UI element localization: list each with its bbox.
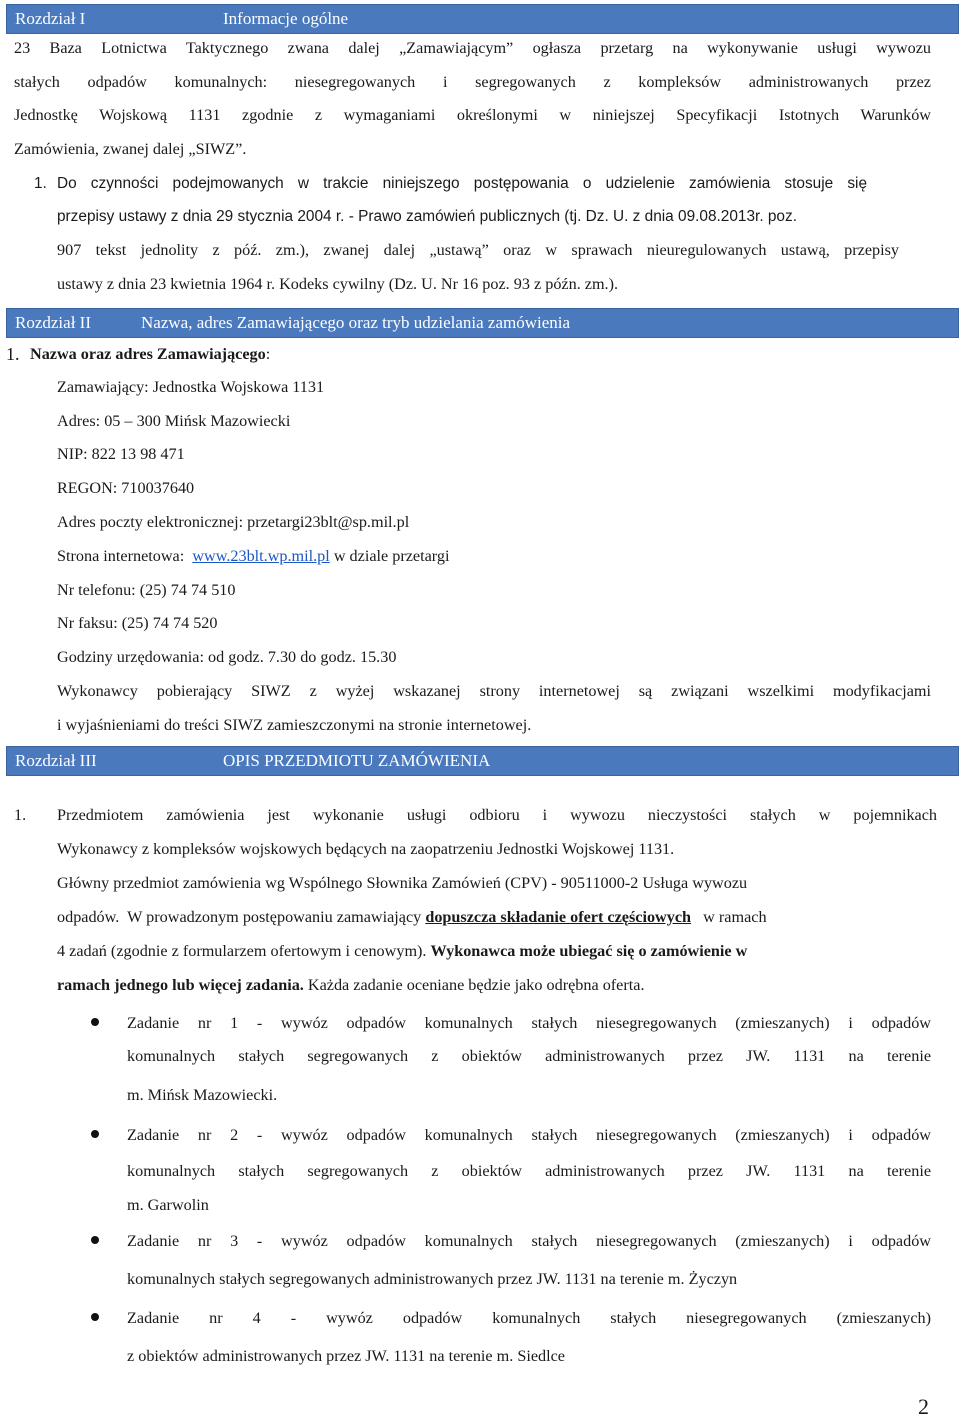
contact-line: NIP: 822 13 98 471 (57, 445, 185, 463)
list-item-line: Do czynności podejmowanych w trakcie niniejszego postępowania o udzielenie zamówienia stosuje się (57, 175, 867, 192)
task-line: komunalnych stałych segregowanych z obiektów administrowanych przez JW. 1131 na terenie (127, 1162, 931, 1180)
section-3-header (6, 746, 959, 776)
address-heading: Nazwa oraz adres Zamawiającego: (30, 345, 271, 363)
list-item-number: 1. (34, 175, 47, 192)
section-3-label: Rozdział III (15, 751, 97, 770)
website-link[interactable]: www.23blt.wp.mil.pl (192, 547, 330, 565)
task-line: m. Garwolin (127, 1196, 209, 1214)
list-item-line: 907 tekst jednolity z póź. zm.), zwanej dalej „ustawą” oraz w sprawach nieuregulowanych ustawą, przepisy (57, 241, 899, 259)
paragraph-line: Wykonawcy pobierający SIWZ z wyżej wskazanej strony internetowej są związani wszelkimi modyfikacjami (57, 682, 931, 700)
page-number: 2 (918, 1394, 929, 1419)
bullet-icon (91, 1130, 99, 1138)
task-line: m. Mińsk Mazowiecki. (127, 1086, 278, 1104)
section-2-header (6, 308, 959, 338)
task-line: Zadanie nr 1 - wywóz odpadów komunalnych stałych niesegregowanych (zmieszanych) i odpadów (127, 1014, 931, 1032)
list-item-number: 1. (6, 344, 20, 364)
paragraph-line: 4 zadań (zgodnie z formularzem ofertowym i cenowym). Wykonawca może ubiegać się o zamówienie w (57, 942, 748, 960)
section-1-label: Rozdział I (15, 9, 86, 28)
paragraph-line: Zamówienia, zwanej dalej „SIWZ”. (14, 140, 247, 158)
section-1-title: Informacje ogólne (223, 9, 349, 28)
task-line: Zadanie nr 2 - wywóz odpadów komunalnych stałych niesegregowanych (zmieszanych) i odpadów (127, 1126, 931, 1144)
task-line: z obiektów administrowanych przez JW. 1131 na terenie m. Siedlce (127, 1347, 565, 1365)
task-line: Zadanie nr 3 - wywóz odpadów komunalnych stałych niesegregowanych (zmieszanych) i odpadów (127, 1232, 931, 1250)
paragraph-line: Przedmiotem zamówienia jest wykonanie usługi odbioru i wywozu nieczystości stałych w pojemnikach (57, 806, 937, 824)
bullet-icon (91, 1313, 99, 1321)
task-line: Zadanie nr 4 - wywóz odpadów komunalnych stałych niesegregowanych (zmieszanych) (127, 1309, 931, 1327)
paragraph-line: Wykonawcy z kompleksów wojskowych będących na zaopatrzeniu Jednostki Wojskowej 1131. (57, 840, 675, 858)
paragraph-line: Główny przedmiot zamówienia wg Wspólnego Słownika Zamówień (CPV) - 90511000-2 Usługa wywozu (57, 874, 748, 892)
task-line: komunalnych stałych segregowanych administrowanych przez JW. 1131 na terenie m. Życzyn (127, 1270, 738, 1288)
list-item-line: przepisy ustawy z dnia 29 stycznia 2004 r. - Prawo zamówień publicznych (tj. Dz. U. z dnia 09.08.2013r. poz. (57, 208, 797, 225)
contact-line: Godziny urzędowania: od godz. 7.30 do godz. 15.30 (57, 648, 397, 666)
list-item-line: ustawy z dnia 23 kwietnia 1964 r. Kodeks cywilny (Dz. U. Nr 16 poz. 93 z późn. zm.). (57, 275, 619, 293)
paragraph-line: 23 Baza Lotnictwa Taktycznego zwana dalej „Zamawiającym” ogłasza przetarg na wykonywanie usługi wywozu (14, 39, 931, 57)
paragraph-line: i wyjaśnieniami do treści SIWZ zamieszczonymi na stronie internetowej. (57, 716, 532, 734)
section-2-title: Nazwa, adres Zamawiającego oraz tryb udzielania zamówienia (141, 313, 571, 332)
contact-line: Adres poczty elektronicznej: przetargi23blt@sp.mil.pl (57, 513, 410, 531)
section-2-label: Rozdział II (15, 313, 91, 332)
paragraph-line: stałych odpadów komunalnych: niesegregowanych i segregowanych z kompleksów administrowanych przez (14, 73, 931, 91)
section-3-title: OPIS PRZEDMIOTU ZAMÓWIENIA (223, 751, 491, 770)
contact-line: REGON: 710037640 (57, 479, 195, 497)
paragraph-line: Jednostkę Wojskową 1131 zgodnie z wymaganiami określonymi w niniejszej Specyfikacji Istotnych Warunków (14, 106, 931, 124)
website-line: Strona internetowa: www.23blt.wp.mil.pl w dziale przetargi (57, 547, 450, 565)
contact-line: Adres: 05 – 300 Mińsk Mazowiecki (57, 412, 291, 430)
bullet-icon (91, 1236, 99, 1244)
contact-line: Nr faksu: (25) 74 74 520 (57, 614, 218, 632)
bullet-icon (91, 1018, 99, 1026)
paragraph-line: odpadów. W prowadzonym postępowaniu zamawiający dopuszcza składanie ofert częściowych w ramach (57, 908, 767, 926)
paragraph-line: ramach jednego lub więcej zadania. Każda zadanie oceniane będzie jako odrębna oferta. (57, 976, 645, 994)
task-line: komunalnych stałych segregowanych z obiektów administrowanych przez JW. 1131 na terenie (127, 1047, 931, 1065)
contact-line: Zamawiający: Jednostka Wojskowa 1131 (57, 378, 325, 396)
section-1-header (6, 4, 959, 34)
contact-line: Nr telefonu: (25) 74 74 510 (57, 581, 236, 599)
partial-offers-emphasis: dopuszcza składanie ofert częściowych (425, 908, 692, 926)
list-item-number: 1. (14, 806, 27, 824)
